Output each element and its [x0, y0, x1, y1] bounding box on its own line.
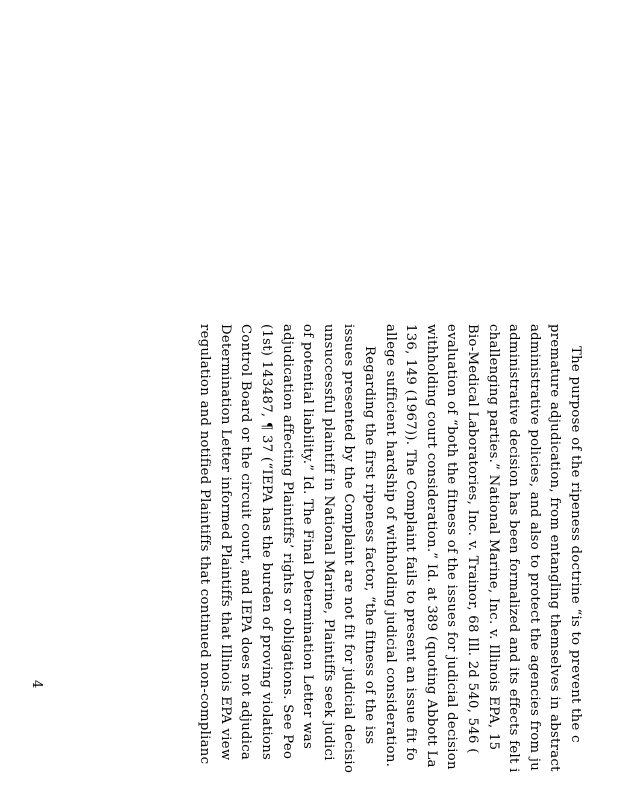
- text-line: Regarding the first ripeness factor, “the fitness of the iss: [362, 346, 377, 745]
- text-line: Control Board or the circuit court, and IEPA does not adjudica: [238, 324, 254, 761]
- text-line: Determination Letter informed Plaintiffs that Illinois EPA view: [217, 324, 233, 761]
- text-line: withholding court consideration.” Id. at 389 (quoting Abbott La: [423, 324, 439, 768]
- text-line: issues presented by the Complaint are not fit for judicial decisio: [341, 324, 357, 774]
- text-line: evaluation of “both the fitness of the issues for judicial decision: [444, 324, 460, 770]
- text-line: (1st) 143487, ¶ 37 (“IEPA has the burden of proving violations: [259, 324, 274, 761]
- page-number: 4: [29, 680, 44, 689]
- text-line: The purpose of the ripeness doctrine “is to prevent the c: [568, 346, 583, 743]
- text-line: of potential liability.” Id. The Final Determination Letter was: [300, 324, 316, 750]
- text-line: unsuccessful plaintiff in National Marine, Plaintiffs seek judici: [320, 324, 336, 761]
- text-line: premature adjudication, from entangling themselves in abstract: [547, 324, 563, 772]
- text-line: challenging parties.” National Marine, Inc. v. Illinois EPA, 15: [485, 324, 501, 751]
- text-line: administrative decision has been formalized and its effects felt i: [506, 324, 522, 773]
- text-line: adjudication affecting Plaintiffs’ rights or obligations. See Peo: [279, 324, 295, 760]
- text-line: allege sufficient hardship of withholding judicial consideration.: [382, 324, 398, 768]
- text-line: 136, 149 (1967)). The Complaint fails to present an issue fit fo: [403, 324, 419, 761]
- text-line: regulation and notified Plaintiffs that continued non-complianc: [197, 324, 213, 765]
- text-line: Bio-Medical Laboratories, Inc. v. Trainor, 68 Ill. 2d 540, 546 (: [465, 324, 480, 754]
- text-line: administrative policies, and also to protect the agencies from ju: [526, 324, 542, 772]
